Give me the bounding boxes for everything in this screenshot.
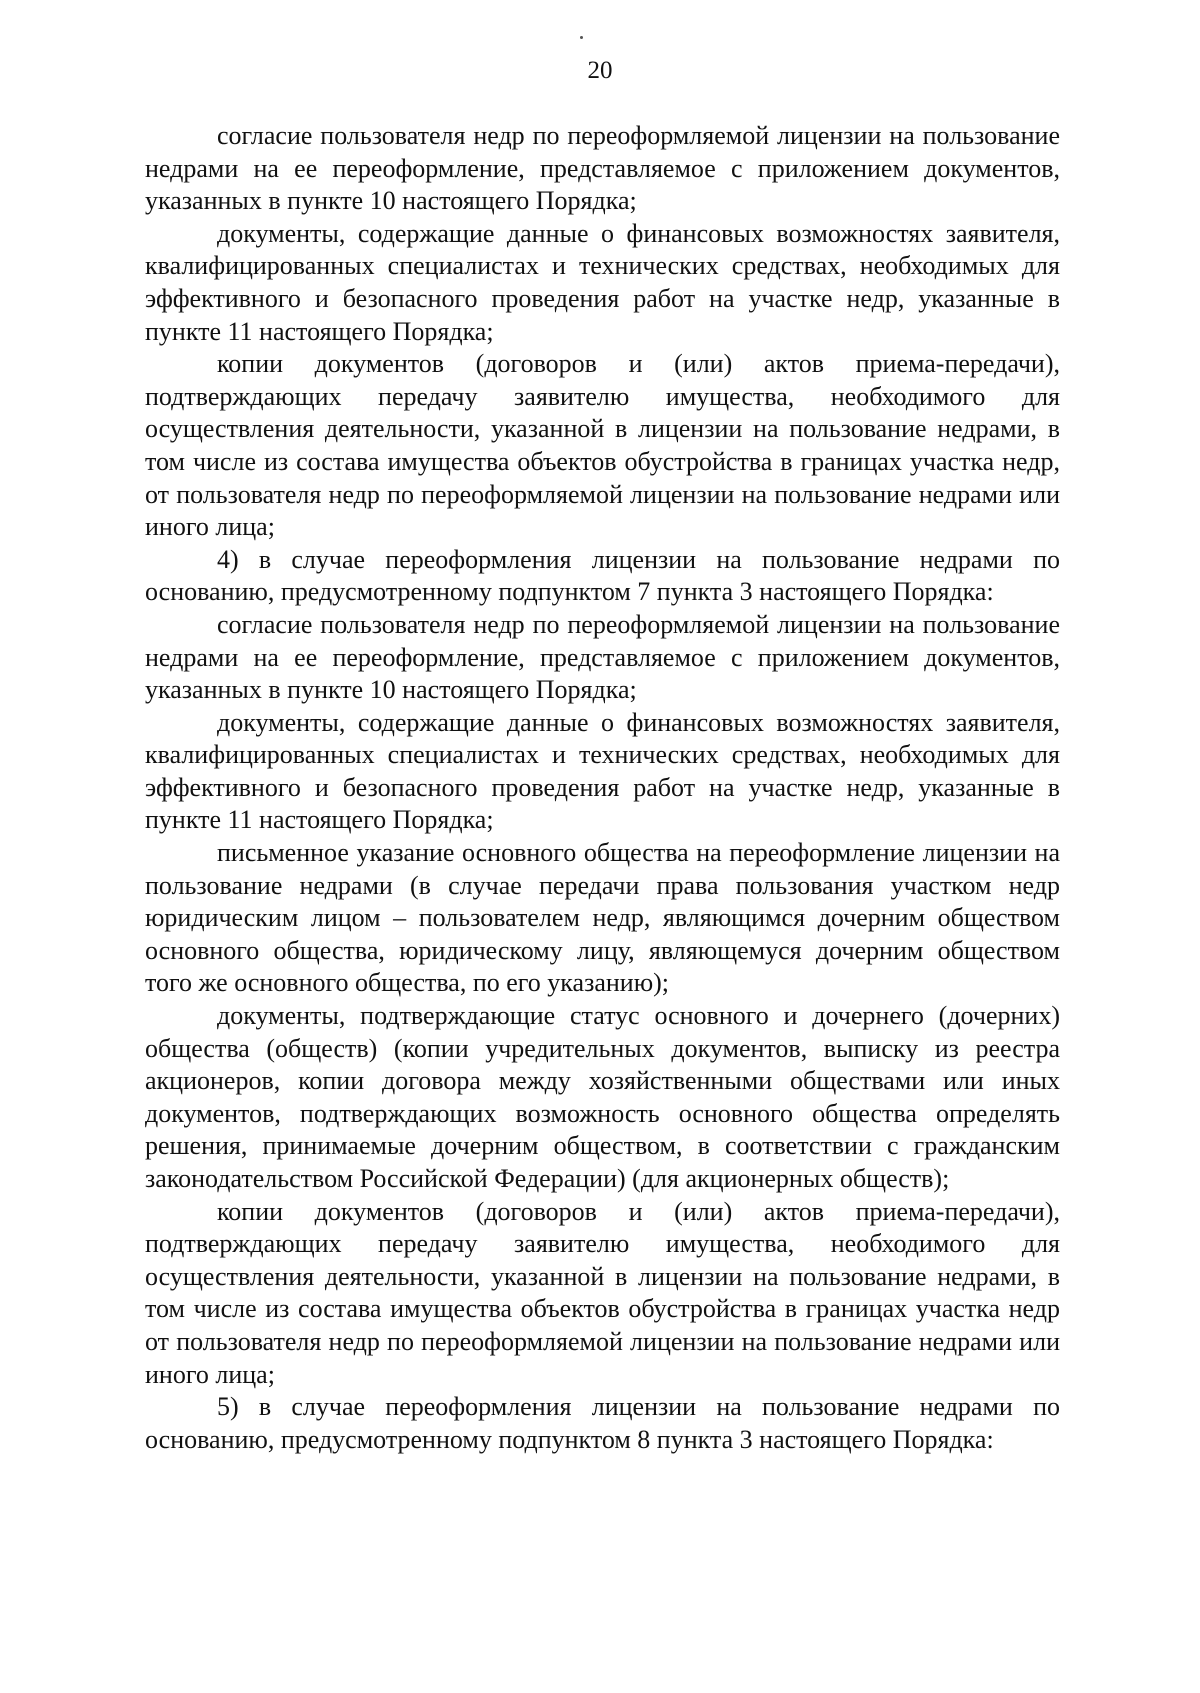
paragraph: письменное указание основного общества на переоформление лицензии на пользование недрами (в случае передачи права пользования участком недр юридическим лицом – пользователем недр, являющимся дочерним обществом основного общества, юридическому лицу, являющемуся дочерним обществом того же основного общества, по его указанию); (145, 838, 1060, 998)
paragraph: согласие пользователя недр по переоформляемой лицензии на пользование недрами на ее переоформление, представляемое с приложением документов, указанных в пункте 10 настоящего Порядка; (145, 609, 1060, 705)
document-body (145, 120, 1060, 1456)
paragraph: копии документов (договоров и (или) актов приема-передачи), подтверждающих передачу заявителю имущества, необходимого для осуществления деятельности, указанной в лицензии на пользование недрами, в том числе из состава имущества объектов обустройства в границах участка недр от пользователя недр по переоформляемой лицензии на пользование недрами или иного лица; (145, 1196, 1060, 1389)
paragraph: копии документов (договоров и (или) актов приема-передачи), подтверждающих передачу заявителю имущества, необходимого для осуществления деятельности, указанной в лицензии на пользование недрами, в том числе из состава имущества объектов обустройства в границах участка недр, от пользователя недр по переоформляемой лицензии на пользование недрами или иного лица; (145, 349, 1060, 542)
paragraph: документы, содержащие данные о финансовых возможностях заявителя, квалифицированных специалистах и технических средствах, необходимых для эффективного и безопасного проведения работ на участке недр, указанные в пункте 11 настоящего Порядка; (145, 707, 1060, 835)
paragraph: документы, подтверждающие статус основного и дочернего (дочерних) общества (обществ) (копии учредительных документов, выписку из реестра акционеров, копии договора между хозяйственными обществами или иных документов, подтверждающих возможность основного общества определять решения, принимаемые дочерним обществом, в соответствии с гражданским законодательством Российской Федерации) (для акционерных обществ); (145, 1001, 1060, 1193)
paragraph: 4) в случае переоформления лицензии на пользование недрами по основанию, предусмотренному подпунктом 7 пункта 3 настоящего Порядка: (145, 544, 1060, 607)
paragraph: согласие пользователя недр по переоформляемой лицензии на пользование недрами на ее переоформление, представляемое с приложением документов, указанных в пункте 10 настоящего Порядка; (145, 121, 1060, 216)
paragraph: документы, содержащие данные о финансовых возможностях заявителя, квалифицированных специалистах и технических средствах, необходимых для эффективного и безопасного проведения работ на участке недр, указанные в пункте 11 настоящего Порядка; (145, 218, 1060, 346)
paragraph: 5) в случае переоформления лицензии на пользование недрами по основанию, предусмотренному подпунктом 8 пункта 3 настоящего Порядка: (145, 1392, 1060, 1454)
scan-speck (580, 36, 583, 39)
page-number: 20 (587, 57, 613, 84)
